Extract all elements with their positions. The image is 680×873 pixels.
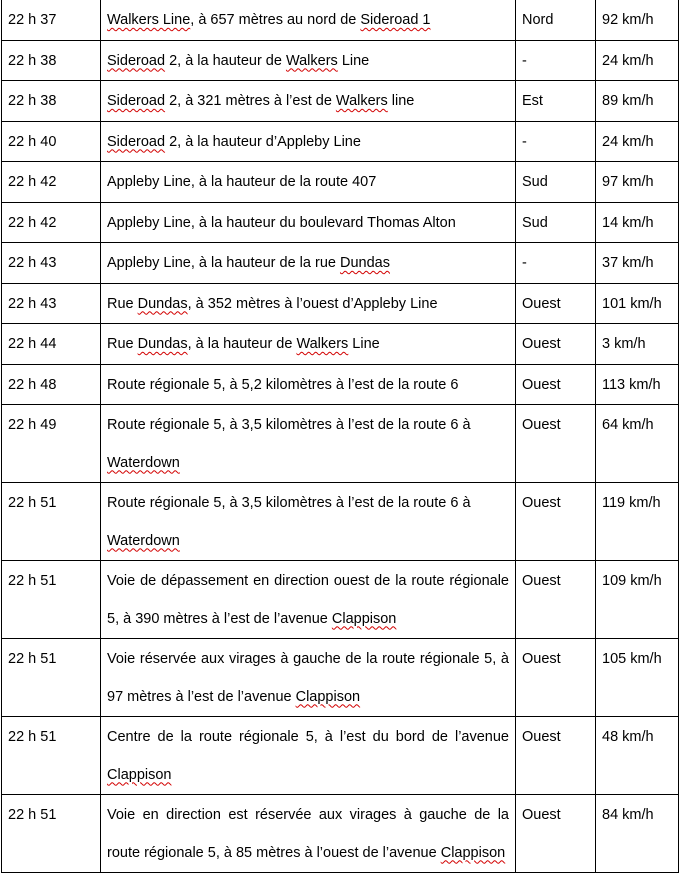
direction-cell: Sud [516,162,596,203]
speed-cell: 92 km/h [596,0,679,40]
spellcheck-flagged-word: Sideroad [107,133,166,150]
location-cell [101,162,516,203]
time-cell: 22 h 37 [2,0,101,40]
direction-cell: Ouest [516,405,596,483]
direction-cell: Ouest [516,283,596,324]
location-text: Appleby Line, à la hauteur de la rue [107,255,340,271]
location-cell [101,324,516,365]
speed-cell: 101 km/h [596,283,679,324]
direction-cell: Ouest [516,324,596,365]
spellcheck-flagged-word: Walkers [285,52,338,69]
location-cell [101,202,516,243]
speed-cell: 48 km/h [596,717,679,795]
location-cell [101,561,516,639]
speed-cell: 3 km/h [596,324,679,365]
time-cell: 22 h 48 [2,364,101,405]
spellcheck-flagged-word: Clappison [440,844,506,861]
location-cell [101,121,516,162]
location-text: 2, à la hauteur de [165,52,286,69]
time-cell: 22 h 49 [2,405,101,483]
spellcheck-flagged-word: Walkers [296,336,349,352]
time-cell: 22 h 42 [2,202,101,243]
speed-cell: 24 km/h [596,121,679,162]
spellcheck-flagged-word: Sideroad [107,93,166,109]
table-row [2,483,679,561]
location-cell [101,717,516,795]
spellcheck-flagged-word: Walkers [335,93,388,109]
time-cell: 22 h 43 [2,243,101,284]
spellcheck-flagged-word: Waterdown [107,454,180,471]
table-row [2,81,679,122]
direction-cell: - [516,40,596,81]
spellcheck-flagged-word: Dundas [137,295,188,312]
location-cell [101,283,516,324]
speed-cell: 64 km/h [596,405,679,483]
table-row [2,40,679,81]
speed-cell: 119 km/h [596,483,679,561]
spellcheck-flagged-word: Clappison [295,688,361,705]
location-text: , à la hauteur de [187,336,297,352]
location-text: Line [337,52,370,69]
spellcheck-flagged-word: Dundas [339,255,390,271]
speed-cell: 84 km/h [596,795,679,873]
table-row [2,324,679,365]
direction-cell: Ouest [516,364,596,405]
location-text: , à 352 mètres à l’ouest d’Appleby Line [187,295,438,312]
location-text: Rue [107,336,138,352]
table-row [2,405,679,483]
spellcheck-flagged-word: Clappison [331,610,397,627]
location-text: Route régionale 5, à 3,5 kilomètres à l’est de la route 6 à [107,417,471,433]
direction-cell: - [516,121,596,162]
location-text: Route régionale 5, à 3,5 kilomètres à l’est de la route 6 à [107,495,471,511]
speed-log-body [2,0,679,873]
location-cell [101,483,516,561]
location-cell [101,0,516,40]
time-cell: 22 h 51 [2,561,101,639]
speed-cell: 113 km/h [596,364,679,405]
location-text: Voie de dépassement en direction ouest de la route régionale 5, à 390 mètres à l’est de l’avenue [107,573,509,627]
table-row [2,121,679,162]
table-row [2,283,679,324]
speed-cell: 37 km/h [596,243,679,284]
location-cell [101,364,516,405]
table-row [2,561,679,639]
time-cell: 22 h 44 [2,324,101,365]
location-text: Rue [107,295,138,312]
table-row [2,717,679,795]
spellcheck-flagged-word: Sideroad [107,52,166,69]
time-cell: 22 h 42 [2,162,101,203]
time-cell: 22 h 51 [2,717,101,795]
spellcheck-flagged-word: Dundas [137,336,188,352]
location-text: , à 657 mètres au nord de [190,12,361,28]
speed-cell: 89 km/h [596,81,679,122]
location-cell [101,795,516,873]
spellcheck-flagged-word: Sideroad 1 [360,12,431,28]
spellcheck-flagged-word: Waterdown [107,532,180,549]
location-text: Route régionale 5, à 5,2 kilomètres à l’est de la route 6 [107,376,459,393]
location-text: Voie en direction est réservée aux virages à gauche de la route régionale 5, à 85 mètres à l’ouest de l’avenue [107,807,509,861]
location-text: Appleby Line, à la hauteur de la route 407 [107,174,377,190]
time-cell: 22 h 38 [2,81,101,122]
table-row [2,0,679,40]
location-cell [101,405,516,483]
direction-cell: Ouest [516,717,596,795]
location-cell [101,639,516,717]
table-row [2,639,679,717]
time-cell: 22 h 51 [2,483,101,561]
location-text: 2, à 321 mètres à l’est de [165,93,336,109]
table-row [2,243,679,284]
speed-cell: 109 km/h [596,561,679,639]
location-text: line [387,93,415,109]
speed-cell: 14 km/h [596,202,679,243]
time-cell: 22 h 51 [2,795,101,873]
speed-cell: 24 km/h [596,40,679,81]
direction-cell: Ouest [516,795,596,873]
time-cell: 22 h 38 [2,40,101,81]
location-text: 2, à la hauteur d’Appleby Line [165,133,361,150]
table-row [2,202,679,243]
speed-log-table [1,0,679,873]
direction-cell: Sud [516,202,596,243]
time-cell: 22 h 40 [2,121,101,162]
direction-cell: Ouest [516,639,596,717]
spellcheck-flagged-word: Clappison [107,766,172,783]
spellcheck-flagged-word: Walkers Line [107,12,191,28]
location-cell [101,243,516,284]
location-text: Voie réservée aux virages à gauche de la route régionale 5, à 97 mètres à l’est de l’avenue [107,651,509,705]
location-cell [101,40,516,81]
direction-cell: - [516,243,596,284]
speed-cell: 105 km/h [596,639,679,717]
table-row [2,162,679,203]
location-cell [101,81,516,122]
location-text: Line [348,336,380,352]
direction-cell: Est [516,81,596,122]
direction-cell: Nord [516,0,596,40]
table-row [2,795,679,873]
location-text: Appleby Line, à la hauteur du boulevard Thomas Alton [107,214,456,231]
speed-cell: 97 km/h [596,162,679,203]
time-cell: 22 h 43 [2,283,101,324]
table-row [2,364,679,405]
location-text: Centre de la route régionale 5, à l’est du bord de l’avenue [107,729,509,745]
direction-cell: Ouest [516,483,596,561]
direction-cell: Ouest [516,561,596,639]
time-cell: 22 h 51 [2,639,101,717]
